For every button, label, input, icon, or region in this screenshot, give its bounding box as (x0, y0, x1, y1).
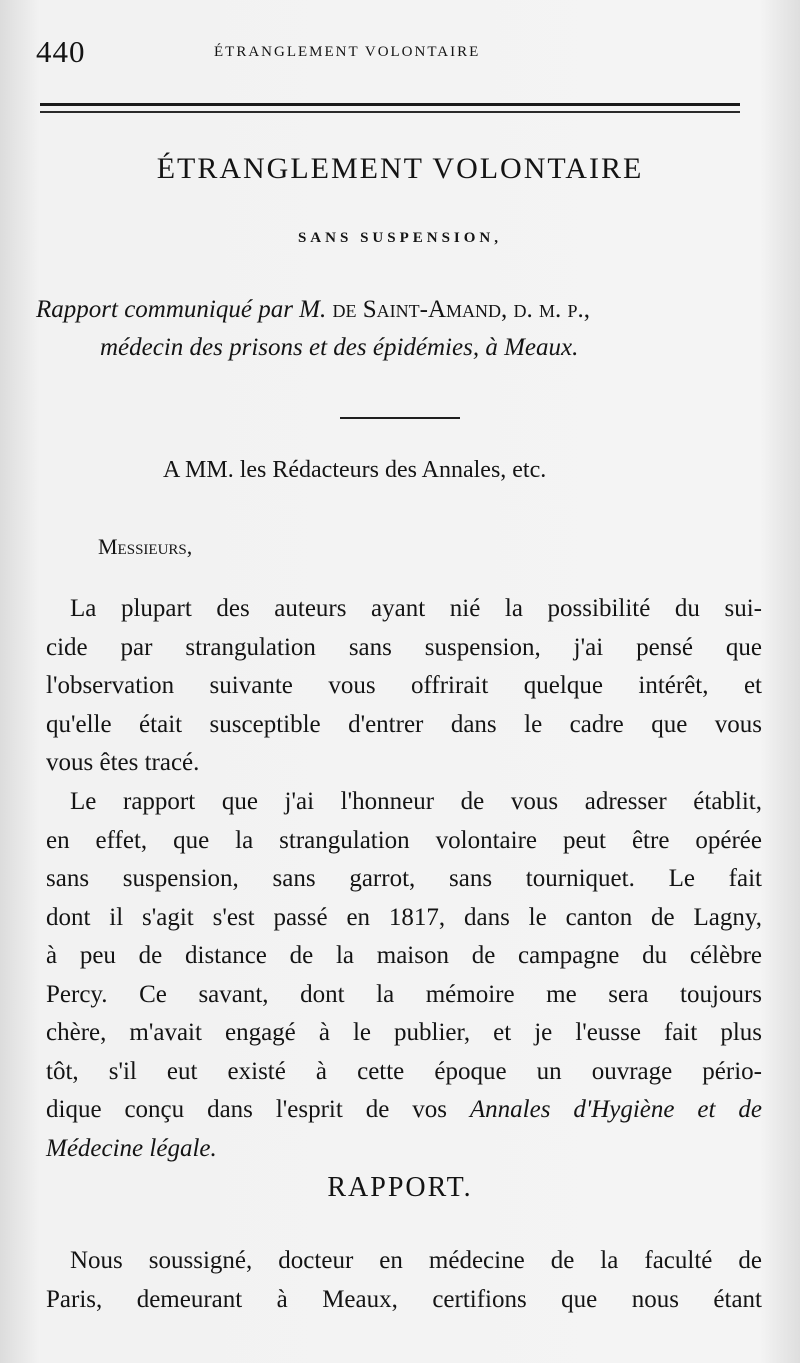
report-author-name: de Saint-Amand, d. m. p., (332, 296, 591, 323)
report-attribution-line-2: médecin des prisons et des épidémies, à Meaux. (100, 334, 579, 361)
paragraph-line: Percy. Ce savant, dont la mémoire me sera toujours (46, 980, 762, 1008)
paragraph-line (46, 1130, 762, 1169)
paragraph-line: sans suspension, sans garrot, sans tourniquet. Le fait (46, 865, 762, 892)
header-rule-thick (40, 103, 740, 106)
running-head (0, 34, 800, 74)
paragraph-line: chère, m'avait engagé à le publier, et je l'eusse fait plus (46, 1019, 762, 1046)
paragraph-line: tôt, s'il eut existé à cette époque un ouvrage pério- (46, 1057, 762, 1085)
header-rule-thin (40, 111, 740, 113)
journal-title-italic: Annales d'Hygiène et de (469, 1096, 762, 1123)
paragraph-line: l'observation suivante vous offrirait quelque intérêt, et (46, 672, 762, 699)
paragraph-3 (46, 1242, 762, 1319)
journal-title-italic-end: Médecine légale. (46, 1134, 217, 1162)
running-title: ÉTRANGLEMENT VOLONTAIRE (214, 44, 481, 60)
page-number: 440 (36, 34, 86, 69)
paragraph-line: La plupart des auteurs ayant nié la possibilité du sui- (70, 595, 762, 622)
paragraph-line: Nous soussigné, docteur en médecine de la faculté de (70, 1247, 762, 1274)
paragraph-line: Le rapport que j'ai l'honneur de vous adresser établit, (70, 788, 762, 815)
paragraph-2 (46, 783, 762, 1168)
paragraph-1 (46, 590, 762, 783)
paragraph-line: dont il s'agit s'est passé en 1817, dans le canton de Lagny, (46, 903, 762, 931)
letter-address: A MM. les Rédacteurs des Annales, etc. (163, 457, 547, 483)
paragraph-line: en effet, que la strangulation volontaire peut être opérée (46, 826, 762, 854)
paragraph-line-text: dique conçu dans l'esprit de vos (46, 1096, 447, 1123)
paragraph-line: cide par strangulation sans suspension, j'ai pensé que (46, 633, 762, 661)
letter-salutation: Messieurs, (98, 534, 193, 559)
paragraph-line (46, 1091, 762, 1130)
article-title: ÉTRANGLEMENT VOLONTAIRE (156, 152, 644, 185)
paragraph-line: vous êtes tracé. (46, 749, 200, 776)
section-heading-rapport: RAPPORT. (327, 1172, 473, 1203)
article-subtitle: SANS SUSPENSION, (297, 230, 503, 246)
paragraph-line: à peu de distance de la maison de campagne du célèbre (46, 942, 762, 969)
paragraph-line: Paris, demeurant à Meaux, certifions que nous étant (46, 1285, 762, 1313)
report-attribution-line-1 (36, 296, 776, 324)
paragraph-line: qu'elle était susceptible d'entrer dans le cadre que vous (46, 710, 762, 738)
section-divider (340, 417, 460, 419)
report-attribution-text: Rapport communiqué par M. (36, 296, 327, 323)
